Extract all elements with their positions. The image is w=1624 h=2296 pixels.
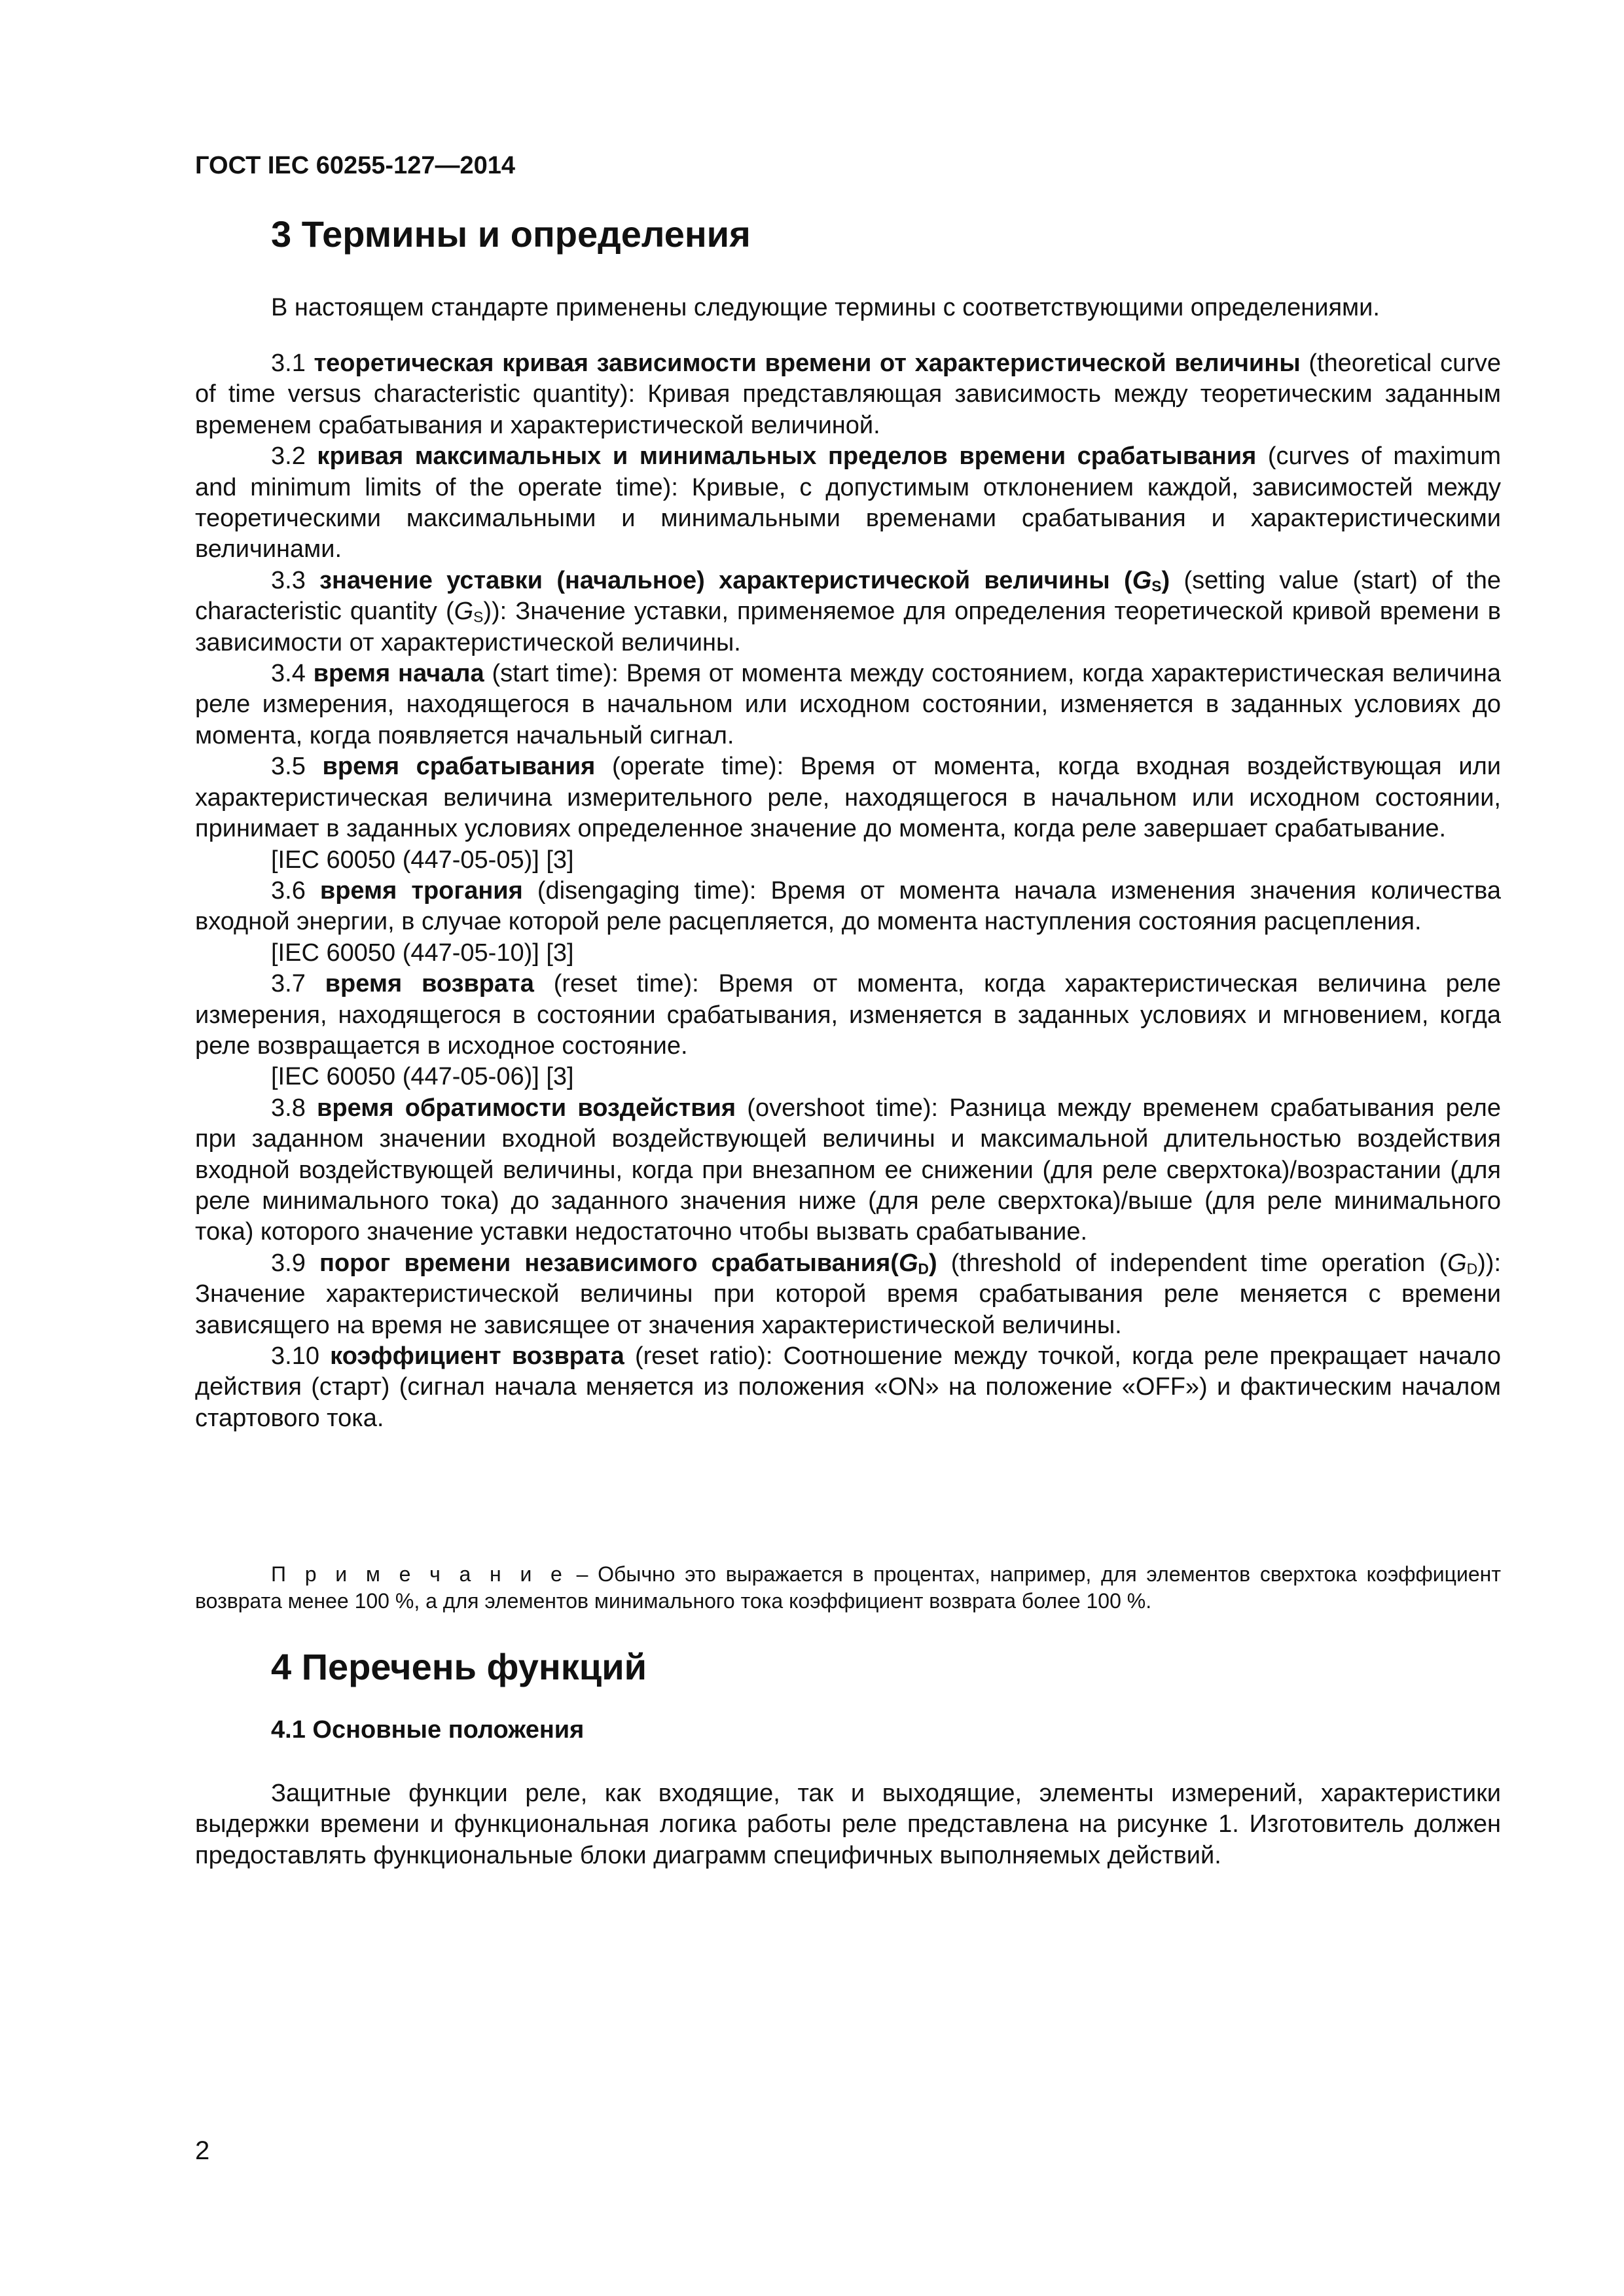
term-name: время возврата	[325, 970, 534, 998]
term-definition: (reset time): Время от момента, когда характеристическая величина реле измерения, находящегося в состоянии срабатывания, изменяется в заданных условиях и мгновением, когда реле возвращается в исходное состояние.	[195, 970, 1501, 1060]
term-symbol-2-subscript: D	[1466, 1260, 1478, 1278]
term-name: время обратимости воздействия	[317, 1094, 736, 1122]
term-symbol-subscript: S	[1151, 577, 1162, 595]
section-4-1-paragraph: Защитные функции реле, как входящие, так и выходящие, элементы измерений, характеристики выдержки времени и функциональная логика работы реле представлена на рисунке 1. Изготовитель должен предоставлять функциональные блоки диаграмм специфичных выполняемых действий.	[195, 1780, 1501, 1869]
term-definition: (start time): Время от момента между состоянием, когда характеристическая величина реле измерения, находящегося в начальном или исходном состоянии, изменяется в заданных условиях до момента, когда появляется начальный сигнал.	[195, 660, 1501, 749]
term-definition: (reset ratio): Соотношение между точкой, когда реле прекращает начало действия (старт) (сигнал начала меняется из положения «ON» на положение «OFF») и фактическим началом стартового тока.	[195, 1342, 1501, 1432]
term-english: (setting value (start) of the characteristic quantity (	[195, 566, 1501, 626]
term-name: время начала	[313, 660, 484, 688]
term-definition: )): Значение уставки, применяемое для определения теоретической кривой времени в зависимости от характеристической величины.	[195, 598, 1501, 656]
section-3-intro-block	[195, 293, 1501, 323]
term-definition: (operate time): Время от момента, когда входная воздействующая или характеристическая величина измерительного реле, находящегося в начальном или исходном состоянии, принимает в заданных условиях определенное значение до момента, когда реле завершает срабатывание.	[195, 753, 1502, 843]
section-4-1-heading-block	[195, 1716, 1501, 1744]
section-3-intro: В настоящем стандарте применены следующие термины с соответствующими определениями.	[271, 294, 1380, 321]
term-3-10	[195, 1341, 1501, 1434]
term-definition: (disengaging time): Время от момента начала изменения значения количества входной энергии, в случае которой реле расцепляется, до момента наступления состояния расцепления.	[195, 876, 1501, 936]
section-4-title: 4 Перечень функций	[271, 1646, 647, 1687]
term-definition: (theoretical curve of time versus characteristic quantity): Кривая представляющая зависимость между теоретическим заданным временем срабатывания и характеристической величиной.	[195, 350, 1501, 439]
term-english: (threshold of independent time operation (	[937, 1249, 1448, 1277]
term-3-6-reference: [IEC 60050 (447-05-10)] [3]	[271, 939, 574, 967]
section-3-heading-block	[195, 213, 1501, 255]
note-label: П р и м е ч а н и е	[271, 1562, 567, 1586]
term-number: 3.4	[271, 660, 314, 688]
term-number: 3.9	[271, 1249, 319, 1277]
term-symbol: G	[898, 1249, 918, 1277]
term-symbol-2-subscript: S	[473, 608, 484, 626]
term-number: 3.2	[271, 442, 317, 471]
term-number: 3.1	[271, 350, 314, 377]
term-number: 3.10	[271, 1342, 331, 1370]
term-number: 3.6	[271, 876, 320, 905]
terms-list	[195, 348, 1501, 1434]
term-name: значение уставки (начальное) характеристической величины (	[319, 566, 1132, 594]
document-header: ГОСТ IEC 60255-127—2014	[195, 152, 516, 179]
page-number: 2	[195, 2136, 210, 2165]
term-name: коэффициент возврата	[330, 1342, 624, 1370]
section-3-title: 3 Термины и определения	[271, 213, 751, 255]
term-name-close: )	[928, 1249, 937, 1277]
term-3-2	[195, 441, 1501, 565]
term-3-7-reference: [IEC 60050 (447-05-06)] [3]	[271, 1063, 574, 1091]
term-3-8	[195, 1093, 1501, 1248]
term-symbol-2: G	[454, 598, 474, 626]
term-3-5	[195, 751, 1501, 844]
term-name-close: )	[1161, 566, 1170, 594]
term-symbol-subscript: D	[918, 1260, 929, 1278]
term-name: порог времени независимого срабатывания(	[319, 1249, 899, 1277]
term-definition: (overshoot time): Разница между временем срабатывания реле при заданном значении входной воздействующей величины и максимальной длительностью воздействия входной воздействующей величины, когда при внезапном ее снижении (для реле сверхтока)/возрастании (для реле минимального тока) до заданного значения ниже (для реле сверхтока)/выше (для реле минимального тока) которого значение уставки недостаточно чтобы вызвать срабатывание.	[195, 1094, 1501, 1246]
term-number: 3.3	[271, 566, 320, 594]
term-number: 3.5	[271, 753, 323, 781]
term-name: время срабатывания	[322, 753, 596, 781]
section-4-heading-block	[195, 1646, 1501, 1687]
term-3-1	[195, 348, 1501, 441]
term-symbol-2: G	[1447, 1249, 1467, 1277]
term-3-7	[195, 969, 1501, 1062]
term-name: время трогания	[319, 876, 523, 905]
term-name: кривая максимальных и минимальных пределов времени срабатывания	[317, 442, 1257, 471]
term-3-3	[195, 565, 1501, 658]
term-3-5-reference: [IEC 60050 (447-05-05)] [3]	[271, 846, 574, 874]
section-4-1-title: 4.1 Основные положения	[271, 1716, 585, 1744]
section-4-1-body	[195, 1778, 1501, 1871]
term-number: 3.8	[271, 1094, 317, 1122]
term-number: 3.7	[271, 970, 325, 998]
note-text: – Обычно это выражается в процентах, например, для элементов сверхтока коэффициент возврата менее 100 %, а для элементов минимального тока коэффициент возврата более 100 %.	[195, 1562, 1502, 1613]
term-3-6	[195, 876, 1501, 938]
term-3-9	[195, 1248, 1501, 1341]
term-symbol: G	[1132, 566, 1152, 594]
term-3-4	[195, 658, 1501, 751]
term-name: теоретическая кривая зависимости времени от характеристической величины	[314, 350, 1301, 377]
term-definition: )): Значение характеристической величины при которой время срабатывания реле меняется с времени зависящего на время не зависящее от значения характеристической величины.	[195, 1249, 1502, 1339]
note	[195, 1561, 1501, 1615]
note-block	[195, 1561, 1501, 1615]
term-definition: (curves of maximum and minimum limits of the operate time): Кривые, с допустимым отклонением каждой, зависимостей между теоретическими максимальными и минимальными временами срабатывания и характеристическими величинами.	[195, 442, 1501, 564]
